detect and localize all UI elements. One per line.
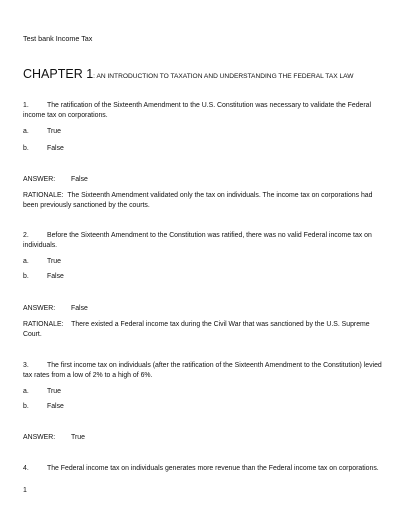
question-4 bbox=[23, 464, 383, 474]
page-number: 1 bbox=[23, 487, 27, 494]
option-letter: a. bbox=[23, 128, 29, 135]
answer-value: False bbox=[71, 176, 88, 183]
chapter-heading bbox=[23, 67, 354, 84]
option-text: True bbox=[47, 388, 61, 395]
chapter-label: CHAPTER 1 bbox=[23, 67, 94, 81]
question-number: 2. bbox=[23, 232, 29, 239]
question-3-answer bbox=[23, 433, 85, 442]
question-text: The first income tax on individuals (after the ratification of the Sixteenth Amendment to the Constitution) levied tax rates from a low of 2% to a high of 6%. bbox=[23, 362, 382, 379]
question-number: 1. bbox=[23, 102, 29, 109]
rationale-label: RATIONALE: bbox=[23, 321, 64, 328]
rationale-label: RATIONALE: bbox=[23, 192, 64, 199]
question-3 bbox=[23, 361, 383, 380]
chapter-title: : AN INTRODUCTION TO TAXATION AND UNDERSTANDING THE FEDERAL TAX LAW bbox=[93, 73, 354, 80]
document-header: Test bank Income Tax bbox=[23, 34, 93, 43]
question-1-rationale bbox=[23, 191, 373, 210]
question-2-option-b bbox=[23, 272, 64, 281]
question-3-option-b bbox=[23, 402, 64, 411]
question-1-option-a bbox=[23, 127, 61, 136]
question-3-option-a bbox=[23, 387, 61, 396]
option-letter: b. bbox=[23, 403, 29, 410]
answer-value: False bbox=[71, 305, 88, 312]
question-2-rationale bbox=[23, 320, 373, 339]
rationale-text: The Sixteenth Amendment validated only the tax on individuals. The income tax on corporations had been previously sanctioned by the courts. bbox=[23, 192, 373, 209]
question-1-answer bbox=[23, 175, 88, 184]
question-text: The ratification of the Sixteenth Amendment to the U.S. Constitution was necessary to validate the Federal income tax on corporations. bbox=[23, 102, 372, 119]
answer-label: ANSWER: bbox=[23, 176, 56, 183]
question-number: 4. bbox=[23, 465, 29, 472]
question-1 bbox=[23, 101, 383, 120]
answer-label: ANSWER: bbox=[23, 434, 56, 441]
question-2 bbox=[23, 231, 383, 250]
option-text: False bbox=[47, 403, 64, 410]
option-letter: a. bbox=[23, 258, 29, 265]
option-text: True bbox=[47, 258, 61, 265]
option-letter: b. bbox=[23, 273, 29, 280]
question-2-answer bbox=[23, 304, 88, 313]
question-text: Before the Sixteenth Amendment to the Constitution was ratified, there was no valid Federal income tax on individuals. bbox=[23, 232, 372, 249]
answer-label: ANSWER: bbox=[23, 305, 56, 312]
option-text: True bbox=[47, 128, 61, 135]
question-1-option-b bbox=[23, 144, 64, 153]
option-letter: b. bbox=[23, 145, 29, 152]
question-number: 3. bbox=[23, 362, 29, 369]
answer-value: True bbox=[71, 434, 85, 441]
option-letter: a. bbox=[23, 388, 29, 395]
rationale-text: There existed a Federal income tax during the Civil War that was sanctioned by the U.S. Supreme Court. bbox=[23, 321, 370, 338]
question-2-option-a bbox=[23, 257, 61, 266]
option-text: False bbox=[47, 273, 64, 280]
question-text: The Federal income tax on individuals generates more revenue than the Federal income tax on corporations. bbox=[47, 465, 379, 472]
option-text: False bbox=[47, 145, 64, 152]
